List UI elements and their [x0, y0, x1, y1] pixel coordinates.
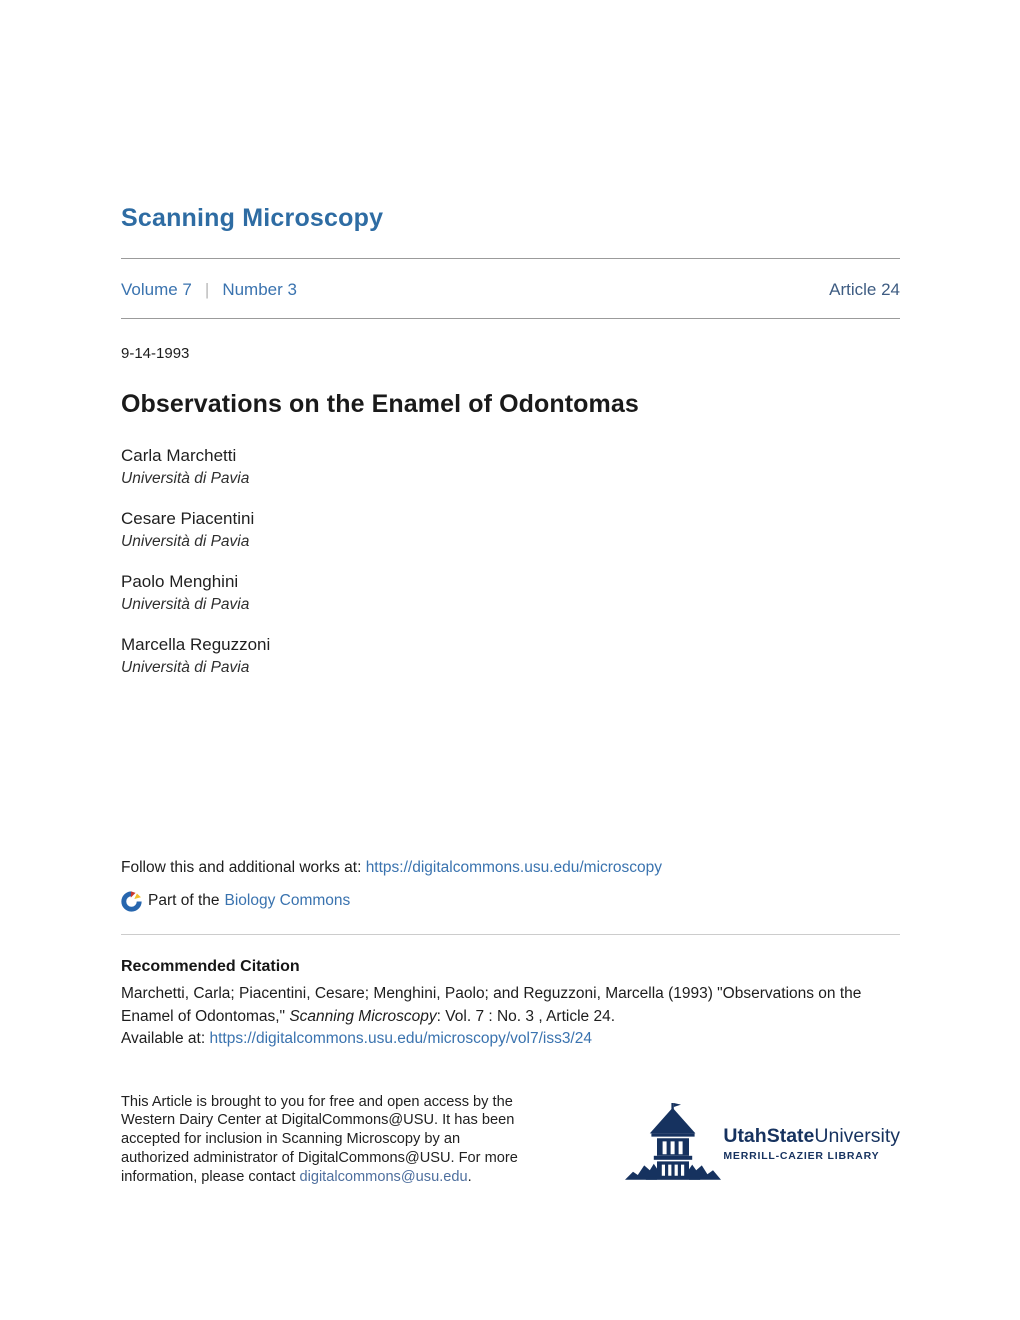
- author-affiliation: Università di Pavia: [121, 533, 250, 550]
- divider: [121, 934, 900, 935]
- author-entry: [121, 444, 900, 490]
- old-main-tower-icon: [625, 1101, 721, 1185]
- citation-part-2: : Vol. 7 : No. 3 , Article 24.: [436, 1007, 616, 1025]
- volume-link[interactable]: Volume 7: [121, 280, 192, 299]
- article-title: Observations on the Enamel of Odontomas: [121, 390, 639, 418]
- footer: [121, 1093, 900, 1187]
- author-list: [121, 444, 900, 679]
- number-link[interactable]: Number 3: [222, 280, 297, 299]
- author-affiliation: Università di Pavia: [121, 596, 250, 613]
- usu-logo-name-bold: UtahState: [723, 1124, 815, 1147]
- author-entry: [121, 570, 900, 616]
- part-of-line: [121, 889, 900, 913]
- volume-number-separator: |: [204, 280, 210, 299]
- follow-works-label: Follow this and additional works at:: [121, 859, 366, 876]
- usu-logo-name-regular: University: [814, 1124, 900, 1147]
- available-at-url-link[interactable]: https://digitalcommons.usu.edu/microscopy/vol7/iss3/24: [209, 1030, 592, 1047]
- author-name: Marcella Reguzzoni: [121, 635, 271, 654]
- usu-logo-text: [723, 1123, 900, 1162]
- repository-url-link[interactable]: https://digitalcommons.usu.edu/microscopy: [365, 859, 663, 876]
- issue-info-row: [121, 279, 900, 301]
- author-name: Cesare Piacentini: [121, 509, 255, 528]
- part-of-label: Part of the: [148, 892, 220, 909]
- recommended-citation-heading: Recommended Citation: [121, 958, 300, 975]
- usu-logo-subtitle: MERRILL-CAZIER LIBRARY: [723, 1149, 880, 1162]
- usu-logo-name: [723, 1125, 900, 1147]
- access-statement-period: .: [467, 1168, 472, 1185]
- divider: [121, 258, 900, 259]
- available-at-line: [121, 1028, 900, 1051]
- follow-works-line: [121, 857, 900, 878]
- citation-part-1: Marchetti, Carla; Piacentini, Cesare; Menghini, Paolo; and Reguzzoni, Marcella (1993) "Observations on the Enamel of Odontomas,": [121, 985, 862, 1025]
- divider: [121, 318, 900, 319]
- page-content: [121, 0, 900, 1186]
- author-affiliation: Università di Pavia: [121, 659, 250, 676]
- biology-commons-link[interactable]: Biology Commons: [224, 892, 351, 909]
- author-entry: [121, 507, 900, 553]
- access-statement: [121, 1093, 519, 1187]
- access-statement-text: This Article is brought to you for free and open access by the Western Dairy Center at DigitalCommons@USU. It has been accepted for inclusion in Scanning Microscopy by an authorized administrator of DigitalCommons@USU. For more information, please contact: [121, 1093, 518, 1185]
- network-commons-icon: [121, 891, 142, 912]
- usu-library-logo: [625, 1093, 900, 1185]
- citation-journal-italic: Scanning Microscopy: [289, 1007, 437, 1025]
- citation-text: [121, 983, 900, 1028]
- publication-date: 9-14-1993: [121, 345, 190, 362]
- author-name: Paolo Menghini: [121, 572, 239, 591]
- available-at-label: Available at:: [121, 1030, 210, 1047]
- journal-title-link[interactable]: Scanning Microscopy: [121, 204, 384, 232]
- author-entry: [121, 633, 900, 679]
- article-number: Article 24: [829, 280, 900, 299]
- author-affiliation: Università di Pavia: [121, 470, 250, 487]
- contact-email-link[interactable]: digitalcommons@usu.edu: [299, 1168, 468, 1185]
- author-name: Carla Marchetti: [121, 446, 237, 465]
